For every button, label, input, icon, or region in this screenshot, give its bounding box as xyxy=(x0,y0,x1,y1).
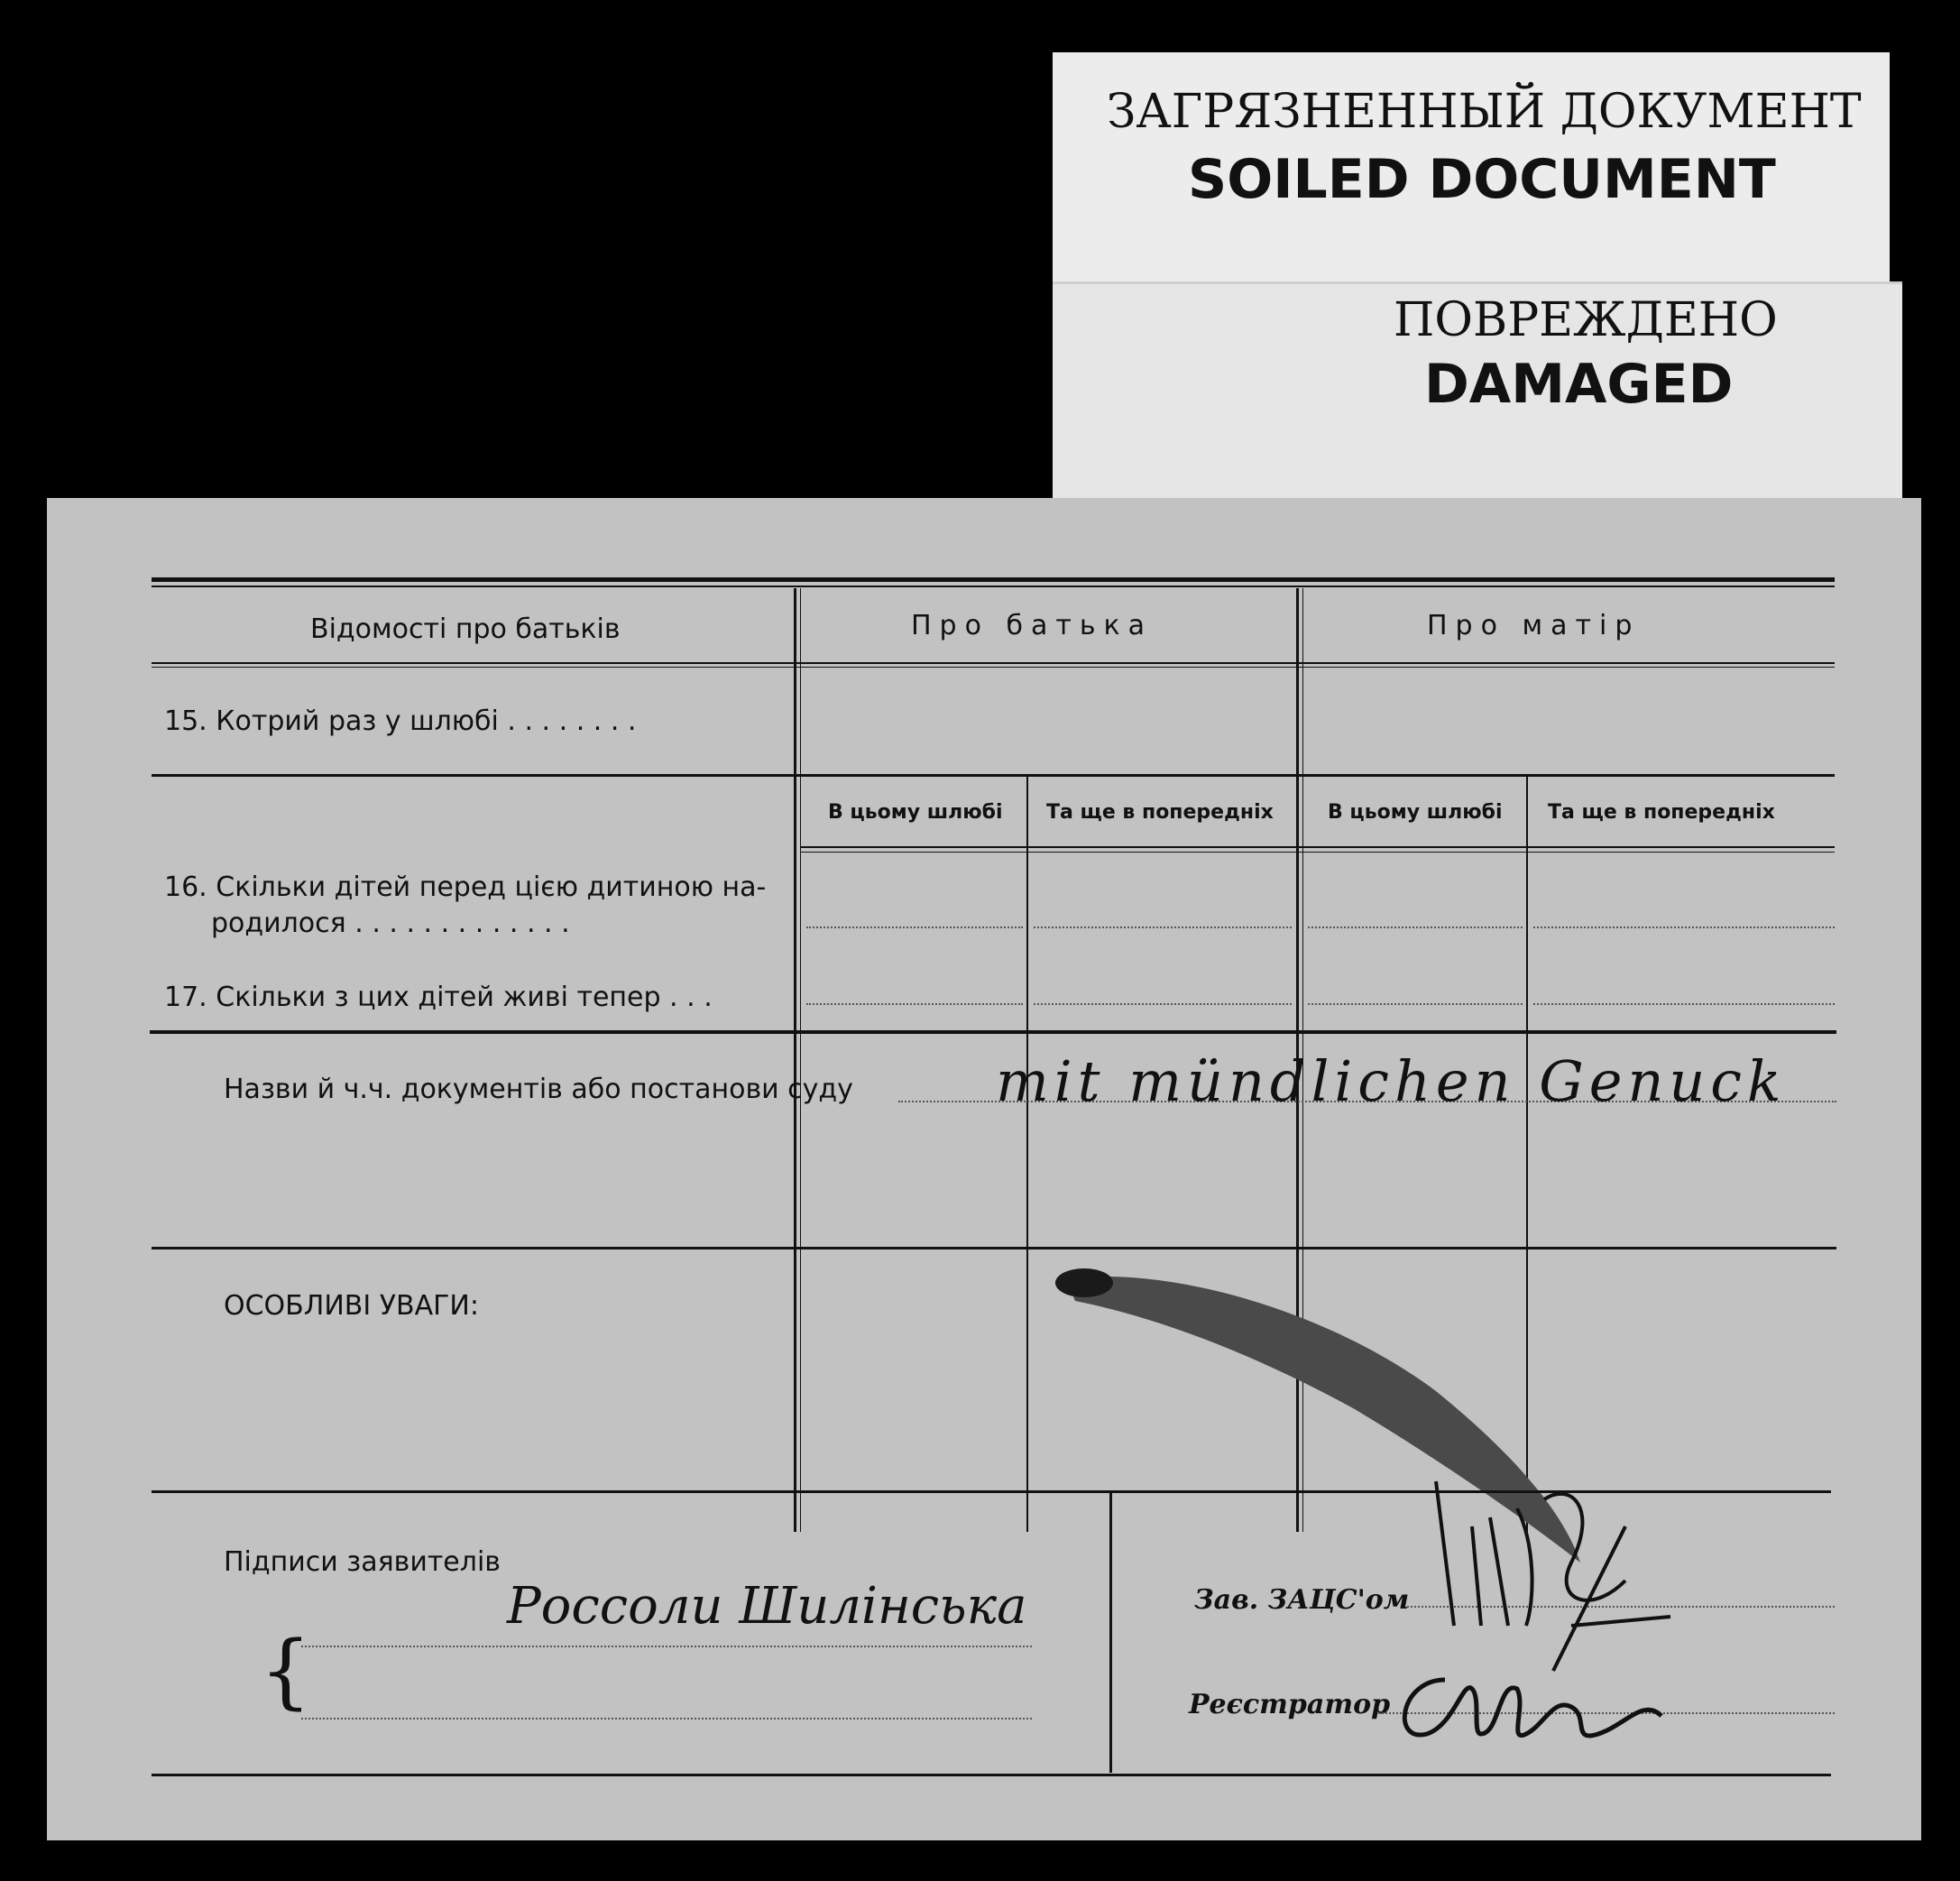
documents-handwritten-value: mit mündlichen Genuck xyxy=(996,1048,1787,1114)
registrar-signature xyxy=(1391,1662,1716,1770)
applicant-signature-line-2 xyxy=(301,1718,1032,1720)
head-zags-signature xyxy=(1418,1472,1707,1671)
applicant-brace: { xyxy=(260,1624,312,1719)
form-bottom-rule xyxy=(152,1774,1831,1776)
damaged-document-label xyxy=(1053,281,1902,498)
row-16-mother-this-field xyxy=(1308,927,1523,928)
applicant-signatures-label: Підписи заявителів xyxy=(224,1546,501,1578)
damaged-label-russian: ПОВРЕЖДЕНО xyxy=(1394,293,1778,347)
special-notes-label: ОСОБЛИВІ УВАГИ: xyxy=(224,1290,479,1322)
applicant-signature-line-1 xyxy=(301,1646,1032,1647)
row-17-mother-this-field xyxy=(1308,1003,1523,1005)
row-17-mother-previous-field xyxy=(1533,1003,1835,1005)
registrar-label: Реєстратор xyxy=(1189,1689,1391,1720)
damaged-label-english: DAMAGED xyxy=(1424,353,1734,416)
parents-info-header: Відомості про батьків xyxy=(310,613,621,645)
documents-label: Назви й ч.ч. документів або постанови суду xyxy=(224,1074,853,1105)
row-17-label: 17. Скільки з цих дітей живі тепер . . . xyxy=(164,982,713,1013)
table-top-rule xyxy=(152,577,1835,582)
table-top-rule-thin xyxy=(152,586,1835,587)
civil-registry-form xyxy=(47,498,1921,1840)
row-17-father-previous-field xyxy=(1034,1003,1292,1005)
row-17-father-this-field xyxy=(806,1003,1023,1005)
mother-previous-header: Та ще в попередніх xyxy=(1548,801,1775,824)
row-16-father-this-field xyxy=(806,927,1023,928)
header-bottom-rule-thin xyxy=(152,667,1835,668)
about-father-header: Про батька xyxy=(911,610,1154,641)
row-16-mother-previous-field xyxy=(1533,927,1835,928)
column-divider-left-thin xyxy=(800,588,801,1532)
row-15-label: 15. Котрий раз у шлюбі . . . . . . . . xyxy=(164,705,637,737)
table-bottom-rule xyxy=(150,1030,1836,1034)
column-divider-left xyxy=(794,588,796,1532)
father-this-marriage-header: В цьому шлюбі xyxy=(828,801,1003,824)
about-mother-header: Про матір xyxy=(1427,610,1641,641)
soiled-label-russian: ЗАГРЯЗНЕННЫЙ ДОКУМЕНТ xyxy=(1107,85,1862,139)
soiled-document-label xyxy=(1053,52,1890,287)
row-16-label-line-2: родилося . . . . . . . . . . . . . xyxy=(211,908,570,939)
father-subcolumn-divider xyxy=(1026,776,1028,1532)
soiled-label-english: SOILED DOCUMENT xyxy=(1188,148,1776,211)
header-bottom-rule xyxy=(152,662,1835,664)
father-previous-header: Та ще в попередніх xyxy=(1046,801,1274,824)
applicant-handwritten-signature: Россоли Шилінська xyxy=(507,1577,1027,1636)
row-15-bottom-rule xyxy=(152,774,1835,777)
subheader-bottom-rule-thin xyxy=(801,852,1835,853)
mother-this-marriage-header: В цьому шлюбі xyxy=(1328,801,1503,824)
signatures-divider xyxy=(1109,1493,1112,1773)
subheader-bottom-rule xyxy=(801,846,1835,848)
head-zags-label: Зав. ЗАЦС'ом xyxy=(1194,1584,1410,1616)
documents-section-rule xyxy=(152,1247,1836,1249)
row-16-label-line-1: 16. Скільки дітей перед цією дитиною на- xyxy=(164,871,767,903)
row-16-father-previous-field xyxy=(1034,927,1292,928)
